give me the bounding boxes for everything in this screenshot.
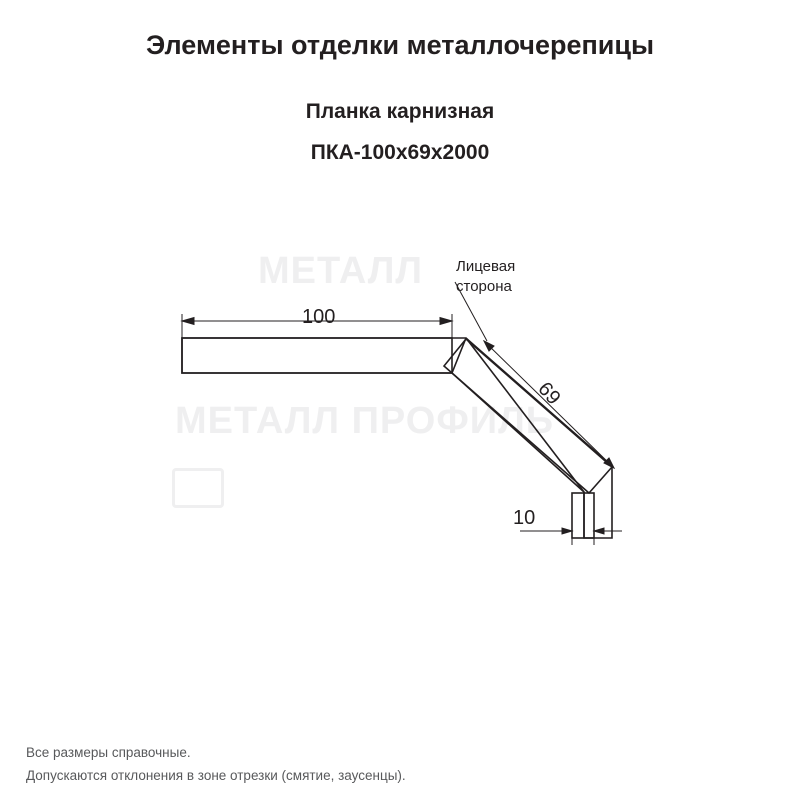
- page-title: Элементы отделки металлочерепицы: [145, 30, 655, 60]
- footnote-line-1: Все размеры справочные.: [26, 745, 191, 760]
- callout-label-line1: Лицевая: [456, 258, 516, 275]
- footnote-line-2: Допускаются отклонения в зоне отрезки (смятие, заусенцы).: [26, 768, 406, 783]
- dimension-label-width-top: 100: [302, 306, 336, 328]
- profile-outline: [182, 338, 612, 538]
- watermark-text-1: МЕТАЛЛ: [258, 250, 424, 292]
- callout-label-line2: сторона: [456, 278, 512, 295]
- watermark-text-2: МЕТАЛЛ ПРОФИЛЬ: [175, 400, 555, 442]
- profile-detail: [182, 338, 612, 538]
- product-name: Планка карнизная: [305, 100, 495, 123]
- dimension-lip: [520, 520, 622, 545]
- product-code: ПКА-100x69x2000: [310, 141, 490, 164]
- dimension-label-lip: 10: [513, 507, 536, 529]
- dimension-label-slope: 69: [533, 378, 565, 410]
